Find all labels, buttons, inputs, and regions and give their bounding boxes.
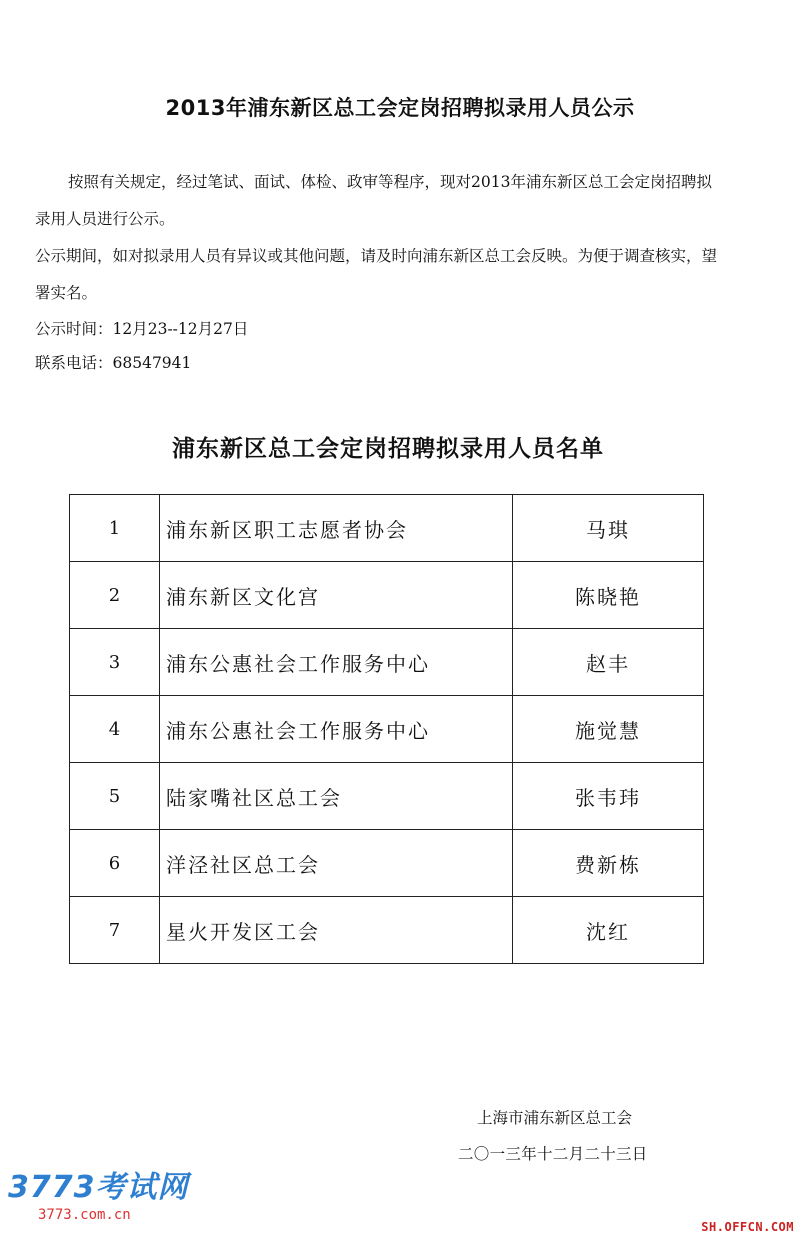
watermark-brand: 3773考试网: [8, 1170, 189, 1205]
row-name: 赵丰: [513, 629, 704, 696]
table-row: [70, 629, 704, 696]
table-row: [70, 763, 704, 830]
row-number: 6: [70, 830, 160, 897]
notice-paragraph-procedure: 按照有关规定，经过笔试、面试、体检、政审等程序，现对2013年浦东新区总工会定岗招聘拟录用人员进行公示。: [35, 173, 712, 228]
signature-date: 二〇一三年十二月二十三日: [458, 1145, 648, 1163]
row-unit: 浦东公惠社会工作服务中心: [160, 629, 513, 696]
row-name: 马琪: [513, 495, 704, 562]
row-unit: 浦东新区文化宫: [160, 562, 513, 629]
row-name: 张韦玮: [513, 763, 704, 830]
row-name: 沈红: [513, 897, 704, 964]
table-row: [70, 495, 704, 562]
contact-phone: 联系电话：68547941: [35, 354, 192, 372]
document-title: 2013年浦东新区总工会定岗招聘拟录用人员公示: [165, 96, 635, 120]
table-row: [70, 897, 704, 964]
row-number: 3: [70, 629, 160, 696]
site-watermark-logo: [8, 1170, 189, 1224]
row-unit: 陆家嘴社区总工会: [160, 763, 513, 830]
row-number: 4: [70, 696, 160, 763]
hire-list-table: [69, 494, 704, 964]
list-title: 浦东新区总工会定岗招聘拟录用人员名单: [172, 436, 604, 462]
row-unit: 浦东新区职工志愿者协会: [160, 495, 513, 562]
signature-organization: 上海市浦东新区总工会: [477, 1109, 633, 1127]
row-name: 费新栋: [513, 830, 704, 897]
table-row: [70, 830, 704, 897]
row-number: 2: [70, 562, 160, 629]
row-name: 陈晓艳: [513, 562, 704, 629]
row-number: 5: [70, 763, 160, 830]
row-number: 1: [70, 495, 160, 562]
row-unit: 洋泾社区总工会: [160, 830, 513, 897]
notice-period: 公示时间：12月23--12月27日: [35, 320, 249, 338]
table-row: [70, 696, 704, 763]
row-name: 施觉慧: [513, 696, 704, 763]
row-unit: 星火开发区工会: [160, 897, 513, 964]
row-unit: 浦东公惠社会工作服务中心: [160, 696, 513, 763]
table-row: [70, 562, 704, 629]
corner-watermark: SH.OFFCN.COM: [701, 1220, 794, 1234]
watermark-domain: 3773.com.cn: [38, 1207, 131, 1223]
notice-paragraph-objection: 公示期间，如对拟录用人员有异议或其他问题，请及时向浦东新区总工会反映。为便于调查核实，望署实名。: [35, 247, 718, 302]
row-number: 7: [70, 897, 160, 964]
